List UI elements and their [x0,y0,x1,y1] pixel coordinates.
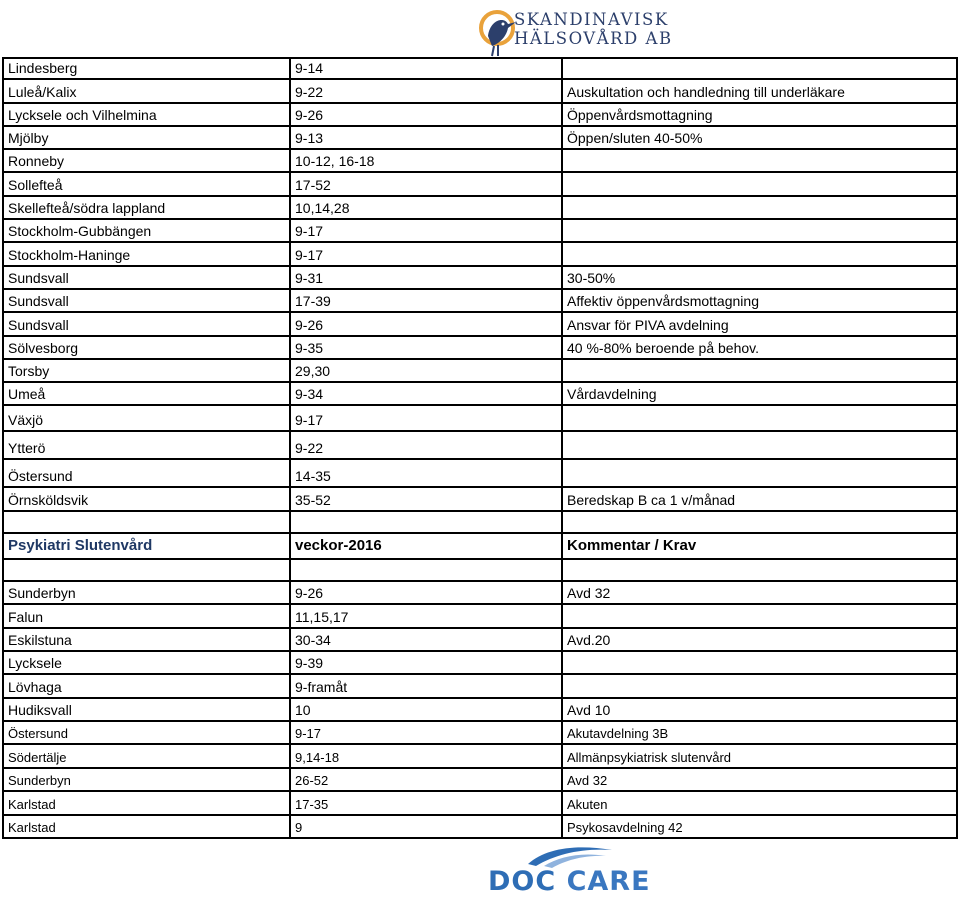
place-cell: Östersund [2,722,289,743]
table-row [2,460,958,488]
place-cell: Växjö [2,406,289,430]
comment-cell: Avd.20 [561,629,958,650]
weeks-cell: 9-17 [289,722,561,743]
doccare-wordmark [488,866,651,897]
place-cell: Stockholm-Haninge [2,243,289,264]
skandinavisk-halsovard-logo [478,6,678,60]
comment-cell: Öppenvårdsmottagning [561,104,958,125]
comment-cell: Avd 32 [561,582,958,603]
table-row [2,722,958,745]
place-cell: Torsby [2,360,289,381]
table-row [2,745,958,768]
place-cell: Falun [2,605,289,626]
weeks-cell: 17-52 [289,173,561,194]
place-cell: Karlstad [2,792,289,813]
place-cell: Sundsvall [2,290,289,311]
section-title: Psykiatri Slutenvård [2,534,289,558]
weeks-cell: 9-22 [289,80,561,101]
place-cell: Hudiksvall [2,699,289,720]
comment-cell: Avd 32 [561,769,958,790]
table-row [2,816,958,839]
comment-cell [561,460,958,486]
table-row [2,313,958,336]
place-cell: Östersund [2,460,289,486]
doc-word: DOC [488,866,557,897]
place-cell: Karlstad [2,816,289,837]
table-row [2,337,958,360]
place-cell: Sölvesborg [2,337,289,358]
weeks-cell: 9-35 [289,337,561,358]
place-cell: Lövhaga [2,675,289,696]
place-cell: Örnsköldsvik [2,488,289,509]
place-cell: Eskilstuna [2,629,289,650]
blank-spacer-row [2,560,958,582]
swoosh-icon [526,842,616,868]
weeks-cell: 9-17 [289,243,561,264]
care-word: CARE [566,866,651,897]
comment-cell [561,360,958,381]
table-row [2,220,958,243]
table-row [2,173,958,196]
comment-cell: Avd 10 [561,699,958,720]
comment-cell [561,150,958,171]
comment-cell: Akutavdelning 3B [561,722,958,743]
table-row [2,675,958,698]
table-row [2,582,958,605]
kingfisher-bird-icon [478,6,518,60]
weeks-cell: 17-39 [289,290,561,311]
logo-line-1: SKANDINAVISK [514,10,669,29]
weeks-cell: 35-52 [289,488,561,509]
place-cell: Lycksele [2,652,289,673]
place-cell: Sollefteå [2,173,289,194]
table-row [2,197,958,220]
weeks-cell: 9-13 [289,127,561,148]
place-cell: Södertälje [2,745,289,766]
place-cell: Luleå/Kalix [2,80,289,101]
table-row [2,243,958,266]
weeks-cell: 9 [289,816,561,837]
doccare-logo [486,842,651,897]
outpatient-rows [2,57,958,512]
weeks-cell: 10,14,28 [289,197,561,218]
place-cell: Umeå [2,383,289,404]
place-cell: Lycksele och Vilhelmina [2,104,289,125]
comment-cell: Ansvar för PIVA avdelning [561,313,958,334]
weeks-cell: 9,14-18 [289,745,561,766]
logo-line-2: HÄLSOVÅRD AB [514,29,673,48]
comment-cell: 30-50% [561,267,958,288]
comment-cell [561,675,958,696]
table-row [2,267,958,290]
place-cell: Lindesberg [2,59,289,78]
place-cell: Sundsvall [2,313,289,334]
weeks-cell: 9-17 [289,220,561,241]
comment-cell [561,59,958,78]
place-cell: Sunderbyn [2,769,289,790]
comment-cell [561,197,958,218]
place-cell: Stockholm-Gubbängen [2,220,289,241]
table-row [2,150,958,173]
comment-cell: Akuten [561,792,958,813]
weeks-cell: 17-35 [289,792,561,813]
comment-column-header: Kommentar / Krav [561,534,958,558]
weeks-cell: 30-34 [289,629,561,650]
comment-cell: Öppen/sluten 40-50% [561,127,958,148]
comment-cell [561,652,958,673]
weeks-cell: 10-12, 16-18 [289,150,561,171]
table-row [2,699,958,722]
comment-cell: Beredskap B ca 1 v/månad [561,488,958,509]
weeks-cell: 9-framåt [289,675,561,696]
table-row [2,488,958,511]
table-row [2,629,958,652]
inpatient-rows [2,582,958,839]
comment-cell: Affektiv öppenvårdsmottagning [561,290,958,311]
place-cell: Mjölby [2,127,289,148]
weeks-cell: 9-31 [289,267,561,288]
place-cell: Ronneby [2,150,289,171]
table-row [2,792,958,815]
table-row [2,360,958,383]
section-header-row [2,534,958,560]
table-row [2,769,958,792]
comment-cell: Vårdavdelning [561,383,958,404]
comment-cell: Auskultation och handledning till underläkare [561,80,958,101]
table-row [2,104,958,127]
weeks-cell: 29,30 [289,360,561,381]
comment-cell [561,243,958,264]
weeks-cell: 9-26 [289,104,561,125]
placements-table [2,57,958,839]
weeks-cell: 9-34 [289,383,561,404]
blank-spacer-row [2,512,958,534]
table-row [2,605,958,628]
weeks-cell: 26-52 [289,769,561,790]
table-row [2,290,958,313]
weeks-cell: 10 [289,699,561,720]
weeks-cell: 9-39 [289,652,561,673]
weeks-cell: 14-35 [289,460,561,486]
weeks-cell: 9-14 [289,59,561,78]
comment-cell [561,173,958,194]
comment-cell: 40 %-80% beroende på behov. [561,337,958,358]
comment-cell [561,432,958,458]
table-row [2,80,958,103]
weeks-column-header: veckor-2016 [289,534,561,558]
comment-cell: Allmänpsykiatrisk slutenvård [561,745,958,766]
comment-cell [561,605,958,626]
weeks-cell: 9-17 [289,406,561,430]
table-row [2,432,958,460]
place-cell: Skellefteå/södra lappland [2,197,289,218]
comment-cell [561,220,958,241]
place-cell: Ytterö [2,432,289,458]
table-row [2,652,958,675]
place-cell: Sundsvall [2,267,289,288]
table-row [2,383,958,406]
comment-cell [561,406,958,430]
table-row [2,57,958,80]
weeks-cell: 11,15,17 [289,605,561,626]
place-cell: Sunderbyn [2,582,289,603]
table-row [2,127,958,150]
weeks-cell: 9-22 [289,432,561,458]
weeks-cell: 9-26 [289,582,561,603]
comment-cell: Psykosavdelning 42 [561,816,958,837]
weeks-cell: 9-26 [289,313,561,334]
table-row [2,406,958,432]
logo-wordmark [514,10,673,48]
